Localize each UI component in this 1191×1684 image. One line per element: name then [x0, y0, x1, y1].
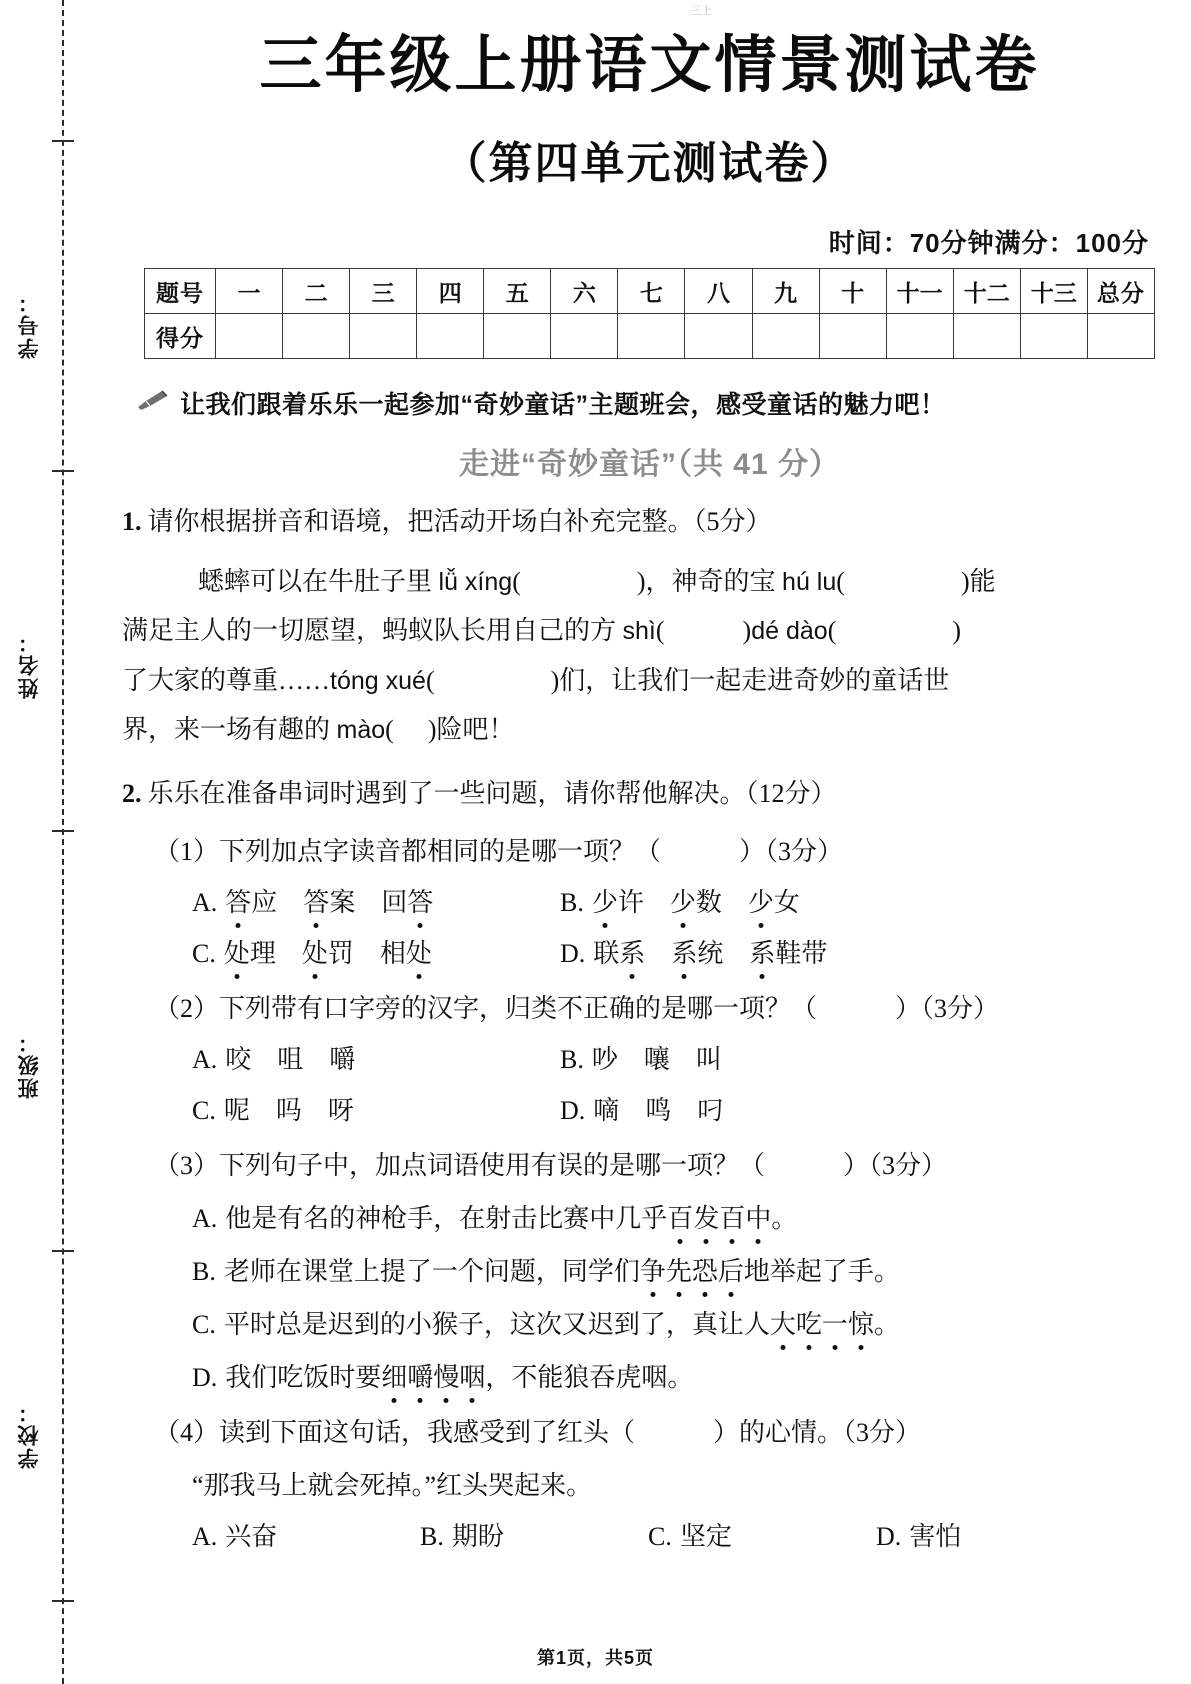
score-cell-1[interactable] [216, 314, 283, 359]
field-school: 学校： [17, 1400, 41, 1469]
question-2-4-options [192, 1516, 1191, 1553]
option-A[interactable] [192, 1516, 420, 1553]
option-A-char-1: 咬 [225, 1044, 252, 1074]
q1-seg2: ，神奇的宝 [645, 566, 783, 596]
option-B-char-3: 叫 [695, 1044, 722, 1074]
q2-4-text: 读到下面这句话，我感受到了红头（ [219, 1417, 636, 1447]
option-D-text: 害怕 [909, 1521, 962, 1551]
option-D-pre: 我们吃饭时要 [225, 1362, 382, 1392]
option-B[interactable]: B. 少许 少数 少女 [560, 882, 928, 919]
score-col-1: 一 [216, 269, 283, 314]
option-C[interactable]: C. 处理 处罚 相处 [192, 933, 560, 970]
score-cell-5[interactable] [484, 314, 551, 359]
score-cell-11[interactable] [886, 314, 953, 359]
q2-3-label: （3） [154, 1150, 220, 1180]
q1-pinyin-1: lǚ xíng [438, 567, 513, 596]
option-B-text: 期盼 [451, 1521, 504, 1551]
q2-1-label: （1） [154, 836, 220, 866]
q2-2-text: 下列带有口字旁的汉字，归类不正确的是哪一项？（ [219, 993, 818, 1023]
question-2-2-stem [154, 988, 1191, 1025]
page-footer: 第1页，共5页 [536, 1648, 655, 1668]
score-col-7: 七 [618, 269, 685, 314]
q2-4-label: （4） [154, 1417, 220, 1447]
option-C-letter: C. [192, 1309, 216, 1339]
q1-pinyin-5: tóng xué [330, 666, 426, 695]
leadin-line [136, 385, 1191, 421]
score-col-4: 四 [417, 269, 484, 314]
score-cell-3[interactable] [350, 314, 417, 359]
score-cell-6[interactable] [551, 314, 618, 359]
option-C-letter: C. [192, 1095, 216, 1125]
option-A-letter: A. [192, 1521, 218, 1551]
q1-seg6: 们，让我们一起走进奇妙的童话世 [559, 665, 950, 695]
q1-pinyin-3: shì [622, 617, 656, 646]
score-col-5: 五 [484, 269, 551, 314]
q2-2-points: ）（3分） [895, 993, 1000, 1023]
page-title: 三年级上册语文情景测试卷 [259, 31, 1040, 100]
score-table-wrapper [108, 268, 1191, 359]
question-2-1-options-row-1 [192, 882, 1191, 919]
question-2-4-quote: “那我马上就会死掉。”红头哭起来。 [192, 1470, 593, 1500]
q1-pinyin-2: hú lu [782, 567, 837, 596]
score-col-11: 十一 [886, 269, 953, 314]
question-2-stem: 乐乐在准备串词时遇到了一些问题，请你帮他解决。（12分） [147, 778, 837, 808]
option-B[interactable] [560, 1039, 928, 1076]
q2-1-points: ）（3分） [739, 836, 844, 866]
option-A-letter: A. [192, 1044, 218, 1074]
page-content [108, 0, 1191, 1684]
option-D-char-1: 嘀 [593, 1095, 620, 1125]
question-1-number: 1. [122, 507, 142, 537]
score-col-3: 三 [350, 269, 417, 314]
option-B-letter: B. [192, 1256, 216, 1286]
option-C[interactable] [192, 1090, 560, 1127]
q1-seg3: 能 [969, 566, 996, 596]
question-1 [122, 503, 1191, 541]
score-cell-4[interactable] [417, 314, 484, 359]
option-A-text: 兴奋 [225, 1521, 278, 1551]
pencil-icon [136, 389, 170, 418]
score-col-total: 总分 [1087, 269, 1154, 314]
score-col-12: 十二 [953, 269, 1020, 314]
option-D[interactable] [876, 1516, 1104, 1553]
option-C-char-1: 呢 [223, 1095, 250, 1125]
q1-pinyin-4: dé dào [751, 617, 828, 646]
page-subtitle: （第四单元测试卷） [442, 139, 857, 189]
option-C-letter: C. [192, 938, 216, 968]
field-name: 姓名： [17, 630, 41, 699]
option-A-char-3: 嚼 [329, 1044, 356, 1074]
field-class: 班级： [17, 1030, 41, 1099]
option-C-char-2: 吗 [275, 1095, 302, 1125]
binding-tick [52, 140, 74, 142]
option-C-pre: 平时总是迟到的小猴子，这次又迟到了，真让人 [223, 1309, 770, 1339]
score-cell-7[interactable] [618, 314, 685, 359]
q2-4-points: ）的心情。（3分） [713, 1417, 922, 1447]
option-D-letter: D. [560, 938, 586, 968]
option-D[interactable]: D. 我们吃饭时要细嚼慢咽，不能狼吞虎咽。 [192, 1357, 1191, 1394]
option-A[interactable]: A. 他是有名的神枪手，在射击比赛中几乎百发百中。 [192, 1198, 1191, 1235]
option-D-letter: D. [876, 1521, 902, 1551]
option-B-post: 地举起了手。 [743, 1256, 900, 1286]
option-C-char-3: 呀 [327, 1095, 354, 1125]
binding-dashed-line [62, 0, 64, 1684]
score-cell-13[interactable] [1020, 314, 1087, 359]
score-table-head-label: 题号 [145, 269, 216, 314]
score-table-score-label: 得分 [145, 314, 216, 359]
question-2-3-stem [154, 1145, 1191, 1182]
option-B-char-1: 吵 [591, 1044, 618, 1074]
option-D[interactable] [560, 1090, 928, 1127]
option-A[interactable] [192, 1039, 560, 1076]
binding-tick [52, 1250, 74, 1252]
score-cell-9[interactable] [752, 314, 819, 359]
field-student-number: 学号： [17, 290, 41, 359]
score-cell-8[interactable] [685, 314, 752, 359]
score-col-10: 十 [819, 269, 886, 314]
option-A-post: 。 [771, 1203, 798, 1233]
option-D-post: ，不能狼吞虎咽。 [485, 1362, 694, 1392]
option-A-letter: A. [192, 887, 218, 917]
q2-3-points: ）（3分） [843, 1150, 948, 1180]
option-C[interactable] [648, 1516, 876, 1553]
q1-seg5: 了大家的尊重…… [122, 665, 331, 695]
option-C-letter: C. [648, 1521, 672, 1551]
score-col-8: 八 [685, 269, 752, 314]
question-2-4-stem [154, 1412, 1191, 1449]
question-1-stem: 请你根据拼音和语境，把活动开场白补充完整。（5分） [147, 507, 772, 537]
option-A-char-2: 咀 [277, 1044, 304, 1074]
q1-seg8: 险吧！ [436, 715, 515, 745]
option-B[interactable]: B. 老师在课堂上提了一个问题，同学们争先恐后地举起了手。 [192, 1251, 1191, 1288]
option-D-letter: D. [192, 1362, 218, 1392]
binding-tick [52, 1600, 74, 1602]
q2-2-label: （2） [154, 993, 220, 1023]
q2-3-text: 下列句子中，加点词语使用有误的是哪一项？（ [219, 1150, 766, 1180]
score-table [144, 268, 1155, 359]
question-2-1-options-row-2 [192, 933, 1191, 970]
score-col-13: 十三 [1020, 269, 1087, 314]
score-col-2: 二 [283, 269, 350, 314]
question-2-2-options-row-2 [192, 1090, 1191, 1127]
option-C-text: 坚定 [679, 1521, 732, 1551]
score-col-6: 六 [551, 269, 618, 314]
time-and-score: 时间：70分钟满分：100分 [828, 228, 1149, 259]
score-col-9: 九 [752, 269, 819, 314]
question-2-2-options-row-1 [192, 1039, 1191, 1076]
page-corner-mark: 三上 [690, 5, 712, 17]
option-A-pre: 他是有名的神枪手，在射击比赛中几乎 [225, 1203, 668, 1233]
option-C[interactable]: C. 平时总是迟到的小猴子，这次又迟到了，真让人大吃一惊。 [192, 1304, 1191, 1341]
option-B[interactable] [420, 1516, 648, 1553]
question-2 [122, 775, 1191, 813]
table-row-question-numbers [145, 269, 1155, 314]
option-A-letter: A. [192, 1203, 218, 1233]
option-B-letter: B. [420, 1521, 444, 1551]
q1-seg4: 满足主人的一切愿望，蚂蚁队长用自己的方 [122, 616, 623, 646]
question-1-body: 蟋蟀可以在牛肚子里 lǚ xíng( )，神奇的宝 hú lu( )能 满足主人的一切愿望，蚂蚁队长用自己的方 shì( )dé dào( ) 了大家的尊重……tóng xué( )们，让我们一起走进奇妙的童话世 界，来一场有趣的 mào( )险吧！ [122, 566, 996, 745]
question-2-1-stem [154, 831, 1191, 868]
binding-tick [52, 830, 74, 832]
option-B-pre: 老师在课堂上提了一个问题，同学们 [223, 1256, 640, 1286]
option-D[interactable]: D. 联系 系统 系鞋带 [560, 933, 928, 970]
q2-1-text: 下列加点字读音都相同的是哪一项？（ [219, 836, 662, 866]
option-B-letter: B. [560, 1044, 584, 1074]
leadin-text: 让我们跟着乐乐一起参加“奇妙童话”主题班会，感受童话的魅力吧！ [180, 391, 946, 420]
option-B-char-2: 嚷 [643, 1044, 670, 1074]
binding-margin [0, 0, 108, 1684]
score-cell-2[interactable] [283, 314, 350, 359]
option-D-char-2: 鸣 [645, 1095, 672, 1125]
binding-tick [52, 470, 74, 472]
option-B-letter: B. [560, 887, 584, 917]
q1-pinyin-6: mào [336, 716, 386, 745]
q1-seg1: 蟋蟀可以在牛肚子里 [198, 566, 439, 596]
score-cell-10[interactable] [819, 314, 886, 359]
option-C-post: 。 [873, 1309, 900, 1339]
table-row-scores [145, 314, 1155, 359]
option-A[interactable]: A. 答应 答案 回答 [192, 882, 560, 919]
score-cell-total[interactable] [1087, 314, 1154, 359]
option-D-char-3: 叼 [697, 1095, 724, 1125]
question-2-number: 2. [122, 778, 142, 808]
option-D-letter: D. [560, 1095, 586, 1125]
q1-seg7: 界，来一场有趣的 [122, 715, 337, 745]
score-cell-12[interactable] [953, 314, 1020, 359]
section-heading: 走进“奇妙童话”（共 41 分） [458, 448, 841, 482]
